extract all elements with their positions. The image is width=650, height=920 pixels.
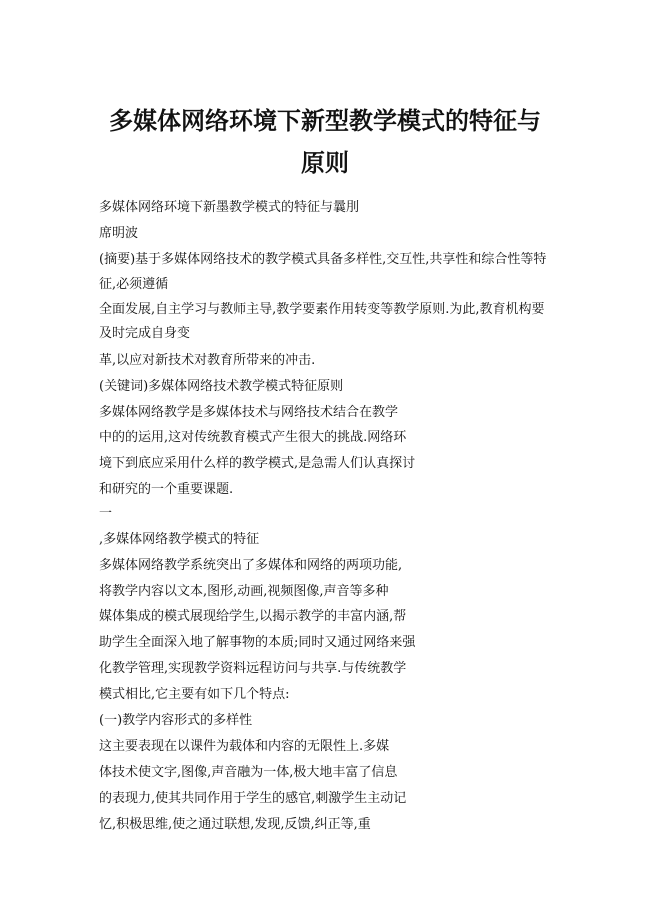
body-line: 中的的运用,这对传统教育模式产生很大的挑战.网络环 — [99, 430, 407, 445]
body-line: (关键词)多媒体网络技术教学模式特征原则 — [99, 379, 344, 394]
title-line-2: 原则 — [301, 148, 349, 177]
subsection-heading: (一)教学内容形式的多样性 — [99, 713, 253, 728]
body-line: 和研究的一个重要课题. — [99, 482, 234, 497]
body-line: 模式相比,它主要有如下几个特点: — [99, 687, 290, 702]
body-line: (摘要)基于多媒体网络技术的教学模式具备多样性,交互性,共享性和综合性等特 — [99, 252, 547, 267]
body-line: 革,以应对新技术对教育所带来的冲击. — [99, 353, 316, 368]
body-line: 体技术使文字,图像,声音融为一体,极大地丰富了信息 — [99, 765, 398, 780]
body-line: 席明波 — [99, 226, 139, 241]
body-line: 将教学内容以文本,图形,动画,视频图像,声音等多种 — [99, 584, 389, 599]
body-line: 助学生全面深入地了解事物的本质;同时又通过网络来强 — [99, 635, 416, 650]
body-line: 忆,积极思维,使之通过联想,发现,反馈,纠正等,重 — [99, 817, 371, 832]
document-title — [60, 100, 590, 184]
body-line: 媒体集成的模式展现给学生,以揭示教学的丰富内涵,帮 — [99, 609, 407, 624]
body-line: 征,必须遵循 — [99, 277, 169, 292]
body-line: 化教学管理,实现教学资料远程访问与共享.与传统教学 — [99, 661, 407, 676]
section-heading: ,多媒体网络教学模式的特征 — [99, 532, 260, 547]
body-line: 多媒体网络教学系统突出了多媒体和网络的两项功能, — [99, 558, 403, 573]
body-line: 的表现力,使其共同作用于学生的感官,刺激学生主动记 — [99, 791, 407, 806]
body-line: 多媒体网络教学是多媒体技术与网络技术结合在教学 — [99, 405, 399, 420]
body-line: 多媒体网络环境下新墨教学模式的特征与曩刖 — [99, 200, 360, 215]
body-line: 全面发展,自主学习与教师主导,教学要素作用转变等教学原则.为此,教育机构要 — [99, 302, 545, 317]
body-line: 一 — [99, 506, 113, 521]
body-line: 及时完成自身变 — [99, 326, 191, 341]
title-line-1: 多媒体网络环境下新型教学模式的特征与 — [109, 106, 541, 135]
body-line: 这主要表现在以课件为载体和内容的无限性上.多媒 — [99, 739, 390, 754]
body-line: 境下到底应采用什么样的教学模式,是急需人们认真探讨 — [99, 456, 416, 471]
